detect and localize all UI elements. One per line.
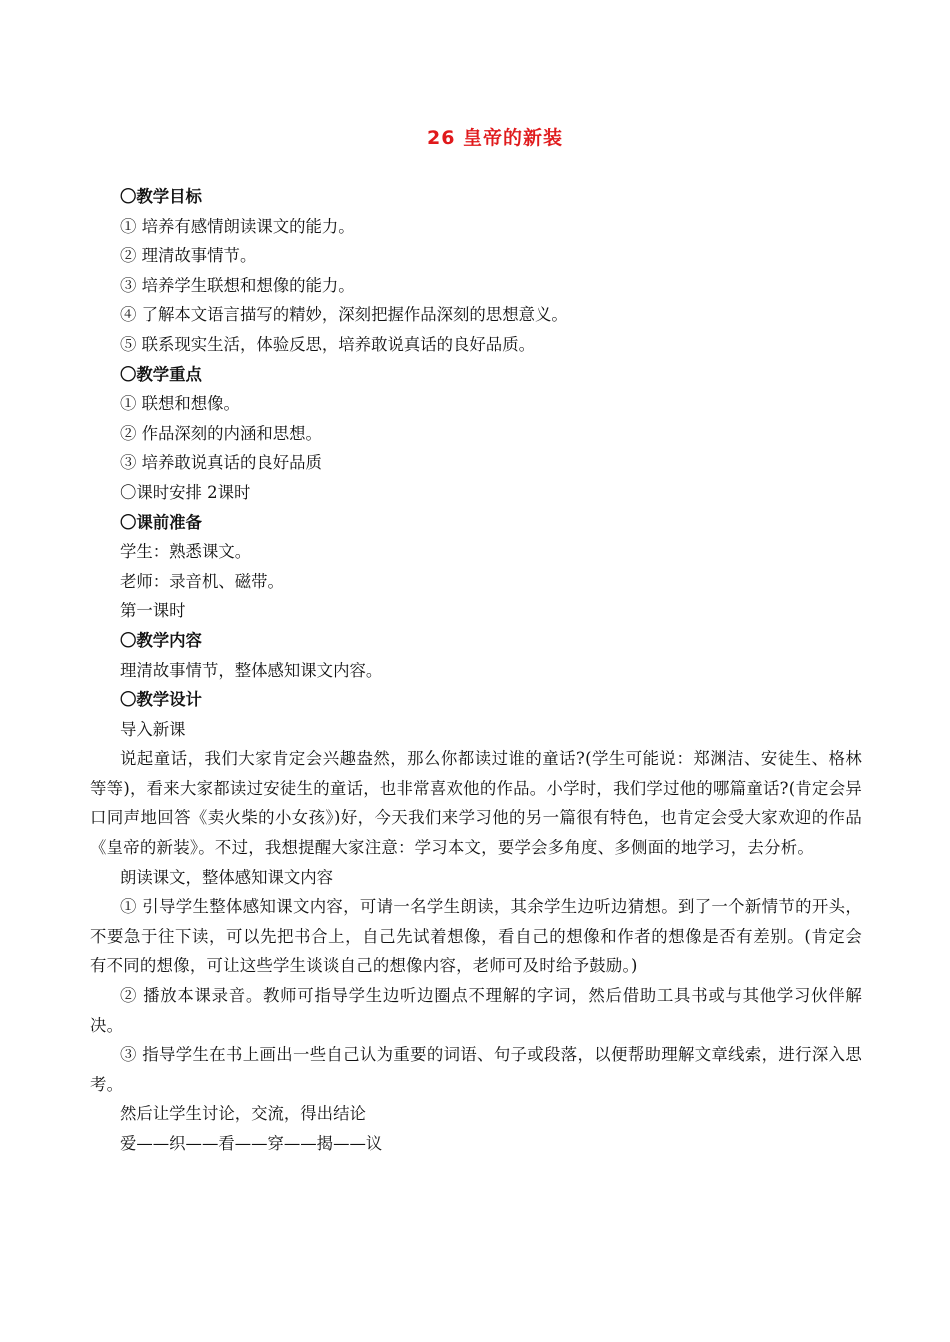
intro-paragraph: 说起童话，我们大家肯定会兴趣盎然，那么你都读过谁的童话?(学生可能说：郑渊洁、安徒生、格林等等)，看来大家都读过安徒生的童话，也非常喜欢他的作品。小学时，我们学过他的哪篇童话?(肯定会异口同声地回答《卖火柴的小女孩》)好，今天我们来学习他的另一篇很有特色，也肯定会受大家欢迎的作品《皇帝的新装》。不过，我想提醒大家注意：学习本文，要学会多角度、多侧面的地学习，去分析。 [90, 749, 862, 858]
plot-chain: 爱——织——看——穿——揭——议 [120, 1134, 383, 1153]
prep-teacher: 老师：录音机、磁带。 [120, 571, 284, 591]
key-point-item: ② 作品深刻的内涵和思想。 [120, 423, 322, 443]
conclusion-line: 然后让学生讨论，交流，得出结论 [120, 1104, 366, 1124]
document-title: 26 皇帝的新装 [426, 127, 564, 149]
section-heading-design: 〇教学设计 [120, 690, 202, 710]
step-paragraph: ① 引导学生整体感知课文内容，可请一名学生朗读，其余学生边听边猜想。到了一个新情节的开头，不要急于往下读，可以先把书合上，自己先试着想像，看自己的想像和作者的想像是否有差别。(肯定会有不同的想像，可让这些学生谈谈自己的想像内容，老师可及时给予鼓励。) [90, 897, 862, 976]
goal-item: ② 理清故事情节。 [120, 246, 257, 266]
prep-student: 学生：熟悉课文。 [120, 542, 252, 562]
reading-label: 朗读课文，整体感知课文内容 [120, 867, 334, 887]
step-paragraph: ③ 指导学生在书上画出一些自己认为重要的词语、句子或段落，以便帮助理解文章线索，进行深入思考。 [90, 1045, 862, 1094]
key-point-item: ③ 培养敢说真话的良好品质 [120, 453, 322, 473]
goal-item: ④ 了解本文语言描写的精妙，深刻把握作品深刻的思想意义。 [120, 305, 568, 325]
document-body [90, 182, 862, 1159]
section-heading-prep: 〇课前准备 [120, 512, 202, 532]
content-text: 理清故事情节，整体感知课文内容。 [120, 660, 383, 680]
section-heading-key-points: 〇教学重点 [120, 364, 202, 384]
goal-item: ③ 培养学生联想和想像的能力。 [120, 275, 355, 295]
section-heading-goals: 〇教学目标 [120, 187, 202, 206]
key-point-item: ① 联想和想像。 [120, 394, 240, 414]
step-paragraph: ② 播放本课录音。教师可指导学生边听边圈点不理解的字词，然后借助工具书或与其他学习伙伴解决。 [90, 986, 862, 1035]
goal-item: ① 培养有感情朗读课文的能力。 [120, 216, 355, 236]
goal-item: ⑤ 联系现实生活，体验反思，培养敢说真话的良好品质。 [120, 334, 535, 354]
section-heading-content: 〇教学内容 [120, 630, 202, 650]
lesson-label: 第一课时 [120, 601, 186, 621]
schedule-line: 〇课时安排 2课时 [120, 482, 251, 502]
intro-label: 导入新课 [120, 719, 186, 739]
